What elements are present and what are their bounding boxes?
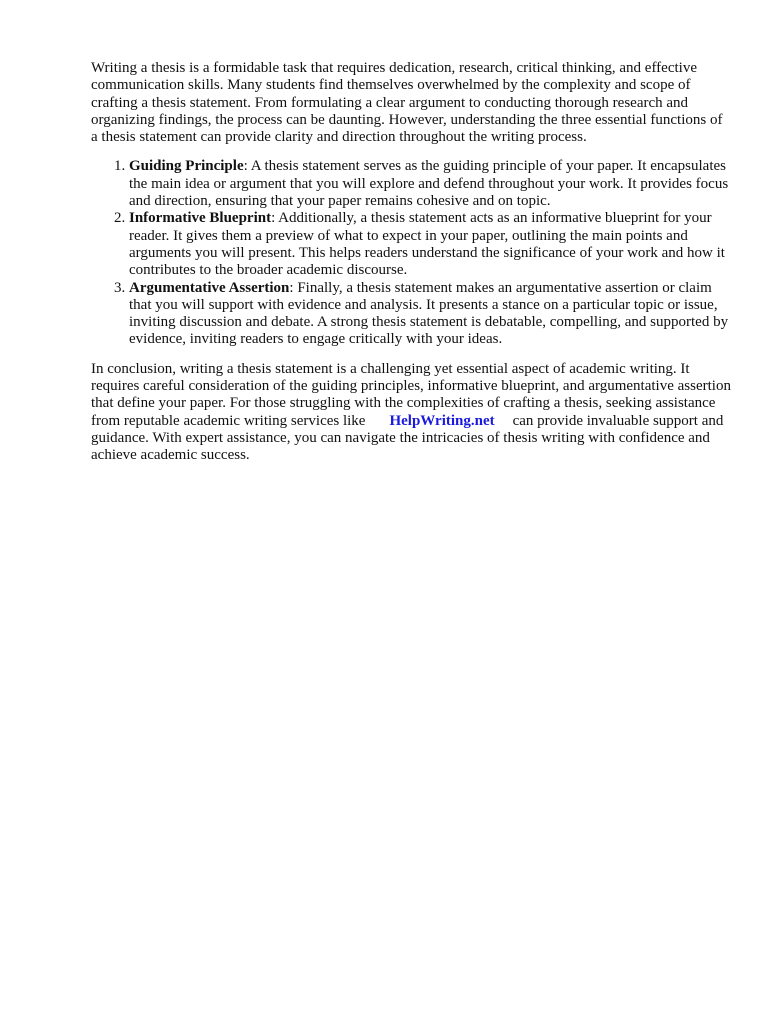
list-item [129, 280, 731, 349]
list-item-term: Guiding Principle [129, 158, 244, 175]
list-item [129, 210, 731, 279]
list-item-term: Argumentative Assertion [129, 279, 290, 296]
list-item-text: : Finally, a thesis statement makes an argumentative assertion or claim that you will support with evidence and analysis. It presents a stance on a particular topic or issue, inviting discussion and debate. A strong thesis statement is debatable, compelling, and supported by evidence, inviting readers to engage critically with your ideas. [129, 279, 729, 348]
conclusion-text-after: can provide invaluable support and guidance. With expert assistance, you can navigate the intricacies of thesis writing with confidence and achieve academic success. [91, 412, 724, 464]
list-item-text: : A thesis statement serves as the guiding principle of your paper. It encapsulates the main idea or argument that you will explore and defend throughout your work. It provides focus and direction, ensuring that your paper remains cohesive and on topic. [129, 158, 729, 210]
list-item [129, 158, 731, 210]
document-page [91, 60, 731, 465]
conclusion-text-before: In conclusion, writing a thesis statement is a challenging yet essential aspect of academic writing. It requires careful consideration of the guiding principles, informative blueprint, and argumentative assertion that define your paper. For those struggling with the complexities of crafting a thesis, seeking assistance from reputable academic writing services like [91, 360, 731, 429]
intro-paragraph: Writing a thesis is a formidable task that requires dedication, research, critical thinking, and effective communication skills. Many students find themselves overwhelmed by the complexity and scope of crafting a thesis statement. From formulating a clear argument to conducting thorough research and organizing findings, the process can be daunting. However, understanding the three essential functions of a thesis statement can provide clarity and direction throughout the writing process. [91, 60, 723, 146]
thesis-functions-list [91, 158, 731, 348]
list-item-term: Informative Blueprint [129, 210, 272, 227]
list-item-text: : Additionally, a thesis statement acts as an informative blueprint for your reader. It gives them a preview of what to expect in your paper, outlining the main points and arguments you will present. This helps readers understand the significance of your work and how it contributes to the broader academic discourse. [129, 210, 725, 279]
conclusion-paragraph [91, 361, 731, 465]
helpwriting-link[interactable]: HelpWriting.net [389, 412, 495, 429]
